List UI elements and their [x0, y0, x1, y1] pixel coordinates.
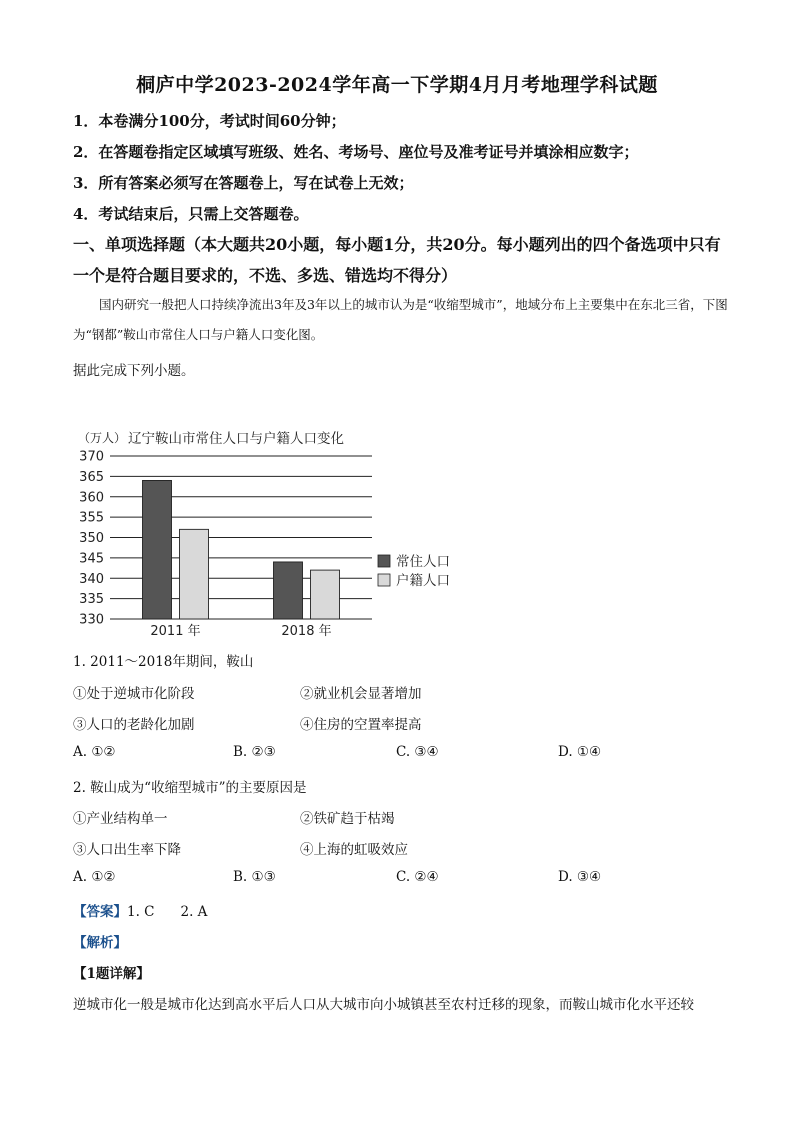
q1-item-2: ②就业机会显著增加	[300, 686, 422, 702]
section-heading: 一、单项选择题（本大题共20小题，每小题1分，共20分。每小题列出的四个备选项中只有一个是符合题目要求的，不选、多选、错选均不得分）	[73, 235, 721, 285]
q1-item-4: ④住房的空置率提高	[300, 717, 422, 733]
q2-item-2: ②铁矿趋于枯竭	[300, 811, 395, 827]
answer-tag: 【答案】	[73, 904, 127, 920]
prompt-text: 据此完成下列小题。	[73, 363, 195, 379]
q2-choice-d: D. ③④	[558, 869, 602, 885]
q1-stem: 1. 2011～2018年期间，鞍山	[73, 654, 254, 670]
q1-item-1: ①处于逆城市化阶段	[73, 686, 195, 702]
bar	[180, 529, 209, 619]
y-tick-label: 360	[79, 490, 104, 506]
bar	[143, 480, 172, 619]
q1-choice-c: C. ③④	[396, 744, 439, 760]
intro-paragraph: 国内研究一般把人口持续净流出3年及3年以上的城市认为是“收缩型城市”，地域分布上主要集中在东北三省，下图为“钢都”鞍山市常住人口与户籍人口变化图。	[73, 297, 728, 342]
q2-choice-b: B. ①③	[233, 869, 276, 885]
instruction-4: 4．考试结束后，只需上交答题卷。	[73, 205, 309, 223]
q2-item-3: ③人口出生率下降	[73, 842, 181, 858]
bar	[311, 570, 340, 619]
q2-item-1: ①产业结构单一	[73, 811, 168, 827]
y-tick-label: 370	[79, 449, 104, 465]
y-tick-label: 345	[79, 551, 104, 567]
x-tick-label: 2011 年	[150, 624, 201, 639]
y-tick-label: 365	[79, 469, 104, 485]
legend-label: 户籍人口	[396, 573, 450, 589]
x-tick-label: 2018 年	[281, 624, 332, 639]
y-tick-label: 340	[79, 571, 104, 587]
q1-choice-b: B. ②③	[233, 744, 276, 760]
answer-1: 1. C	[127, 904, 155, 920]
q2-choice-a: A. ①②	[73, 869, 116, 885]
legend-swatch	[378, 574, 390, 586]
instruction-2: 2．在答题卷指定区域填写班级、姓名、考场号、座位号及准考证号并填涂相应数字；	[73, 143, 639, 161]
q1-choice-a: A. ①②	[73, 744, 116, 760]
chart-unit-label: （万人）	[78, 431, 127, 445]
chart-svg	[70, 425, 470, 645]
y-tick-label: 330	[79, 612, 104, 628]
exam-title: 桐庐中学2023-2024学年高一下学期4月月考地理学科试题	[136, 74, 658, 96]
q2-choice-c: C. ②④	[396, 869, 439, 885]
answer-line	[73, 900, 207, 920]
q2-item-4: ④上海的虹吸效应	[300, 842, 408, 858]
q2-stem: 2. 鞍山成为“收缩型城市”的主要原因是	[73, 780, 307, 796]
bar	[274, 562, 303, 619]
chart-title: 辽宁鞍山市常住人口与户籍人口变化	[128, 431, 344, 447]
population-chart	[70, 425, 470, 645]
y-tick-label: 355	[79, 510, 104, 526]
y-tick-label: 350	[79, 531, 104, 546]
legend-label: 常住人口	[396, 554, 450, 570]
instruction-1: 1．本卷满分100分，考试时间60分钟；	[73, 112, 346, 130]
q1-choice-d: D. ①④	[558, 744, 602, 760]
instruction-3: 3．所有答案必须写在答题卷上，写在试卷上无效；	[73, 174, 414, 192]
answer-2: 2. A	[180, 904, 208, 920]
detail-text: 逆城市化一般是城市化达到高水平后人口从大城市向小城镇甚至农村迁移的现象，而鞍山城市化水平还较	[73, 997, 694, 1013]
y-tick-label: 335	[79, 592, 104, 608]
q1-item-3: ③人口的老龄化加剧	[73, 717, 195, 733]
detail-tag: 【1题详解】	[73, 966, 150, 982]
legend-swatch	[378, 555, 390, 567]
analysis-tag: 【解析】	[73, 935, 127, 951]
